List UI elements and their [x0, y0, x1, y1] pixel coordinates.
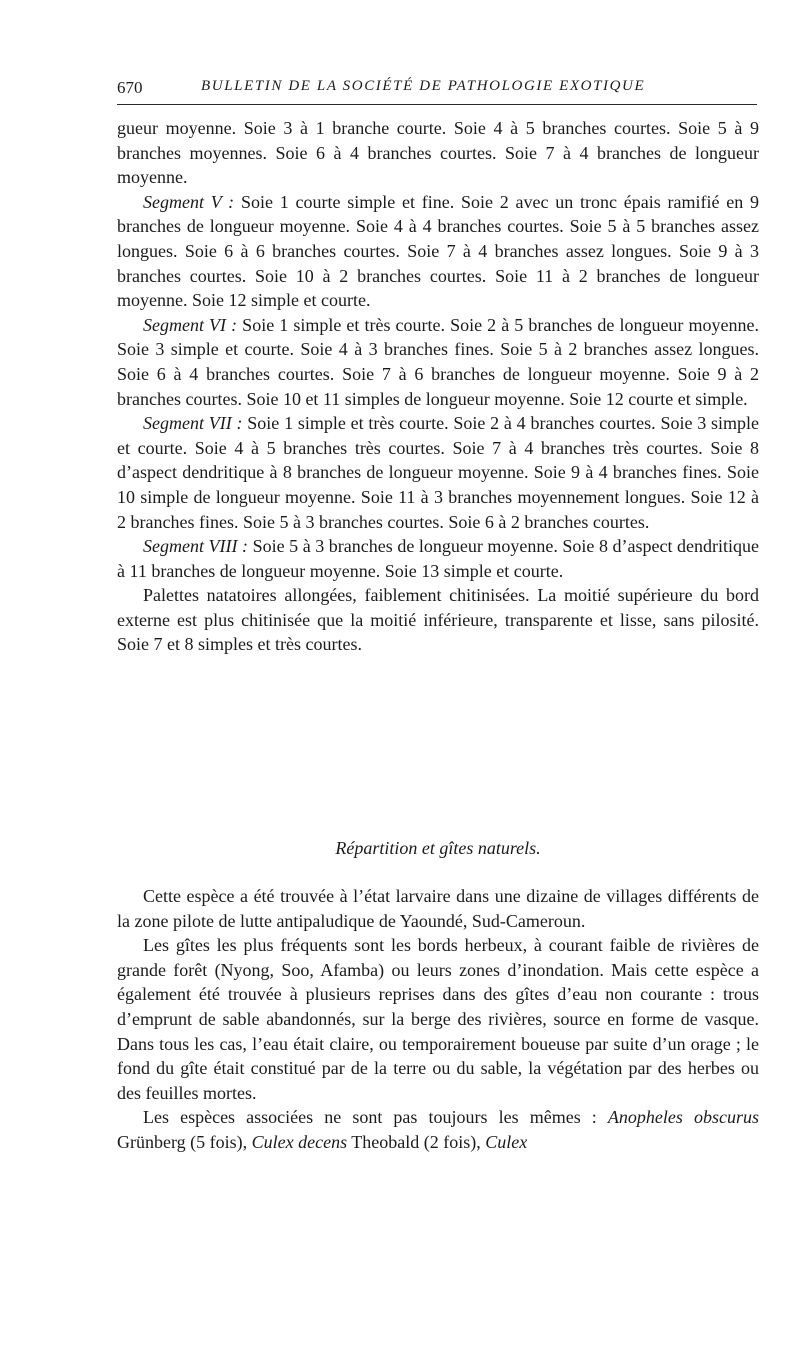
paragraph-species: Les espèces associées ne sont pas toujours les mêmes : Anopheles obscurus Grünberg (5 fois), Culex decens Theobald (2 fois), Culex [117, 1107, 760, 1152]
page-number: 670 [117, 78, 143, 97]
paragraph-segment-v: Segment V : Soie 1 courte simple et fine. Soie 2 avec un tronc épais ramifié en 9 branches de longueur moyenne. Soie 4 à 4 branches courtes. Soie 5 à 5 branches assez longues. Soie 6 à 6 branches courtes. Soie 7 à 4 branches assez longues. Soie 9 à 3 branches courtes. Soie 10 à 2 branches courtes. Soie 11 à 2 branches de longueur moyenne. Soie 12 simple et courte. [117, 191, 760, 311]
species-name: Anopheles obscurus [607, 1107, 760, 1128]
segment-label: Segment VI : [143, 314, 238, 335]
segment-label: Segment V : [143, 191, 235, 212]
running-title: BULLETIN DE LA SOCIÉTÉ DE PATHOLOGIE EXOTIQUE [201, 78, 646, 94]
paragraph: Cette espèce a été trouvée à l’état larvaire dans une dizaine de villages différents de la zone pilote de lutte antipaludique de Yaoundé, Sud-Cameroun. [117, 886, 759, 931]
paragraph: Les gîtes les plus fréquents sont les bords herbeux, à courant faible de rivières de grande forêt (Nyong, Soo, Afamba) ou leurs zones d’inondation. Mais cette espèce a également été trouvée à plusieurs reprises dans des gîtes d’eau non courante : trous d’emprunt de sable abandonnés, sur la berge des rivières, source en forme de vasque. Dans tous les cas, l’eau était claire, ou temporairement boueuse par suite d’un orage ; le fond du gîte était constitué par de la terre ou du sable, la végétation par des herbes ou des feuilles mortes. [117, 935, 759, 1103]
paragraph-palettes: Palettes natatoires allongées, faiblement chitinisées. La moitié supérieure du bord externe est plus chitinisée que la moitié inférieure, transparente et lisse, sans pilosité. Soie 7 et 8 simples et très courtes. [117, 585, 759, 655]
paragraph-segment-viii: Segment VIII : Soie 5 à 3 branches de longueur moyenne. Soie 8 d’aspect dendritique à 11 branches de longueur moyenne. Soie 13 simple et courte. [117, 536, 760, 581]
species-name: Culex [485, 1131, 528, 1152]
segment-label: Segment VII : [143, 413, 243, 434]
segment-label: Segment VIII : [143, 536, 249, 557]
section-text [117, 884, 759, 1155]
paragraph-segment-vi: Segment VI : Soie 1 simple et très courte. Soie 2 à 5 branches de longueur moyenne. Soie 3 simple et courte. Soie 4 à 3 branches fines. Soie 5 à 2 branches assez longues. Soie 6 à 4 branches courtes. Soie 7 à 6 branches de longueur moyenne. Soie 9 à 2 branches courtes. Soie 10 et 11 simples de longueur moyenne. Soie 12 courte et simple. [117, 314, 759, 409]
page-header [117, 78, 757, 105]
paragraph: gueur moyenne. Soie 3 à 1 branche courte. Soie 4 à 5 branches courtes. Soie 5 à 9 branches moyennes. Soie 6 à 4 branches courtes. Soie 7 à 4 branches de longueur moyenne. [117, 118, 759, 188]
section-heading: Répartition et gîtes naturels. [335, 838, 541, 858]
description-text [117, 116, 759, 657]
paragraph-segment-vii: Segment VII : Soie 1 simple et très courte. Soie 2 à 4 branches courtes. Soie 3 simple et courte. Soie 4 à 5 branches très courtes. Soie 7 à 4 branches très courtes. Soie 8 d’aspect dendritique à 8 branches de longueur moyenne. Soie 9 à 4 branches fines. Soie 10 simple de longueur moyenne. Soie 11 à 3 branches moyennement longues. Soie 12 à 2 branches fines. Soie 5 à 3 branches courtes. Soie 6 à 2 branches courtes. [117, 413, 759, 532]
species-name: Culex decens [251, 1131, 348, 1152]
